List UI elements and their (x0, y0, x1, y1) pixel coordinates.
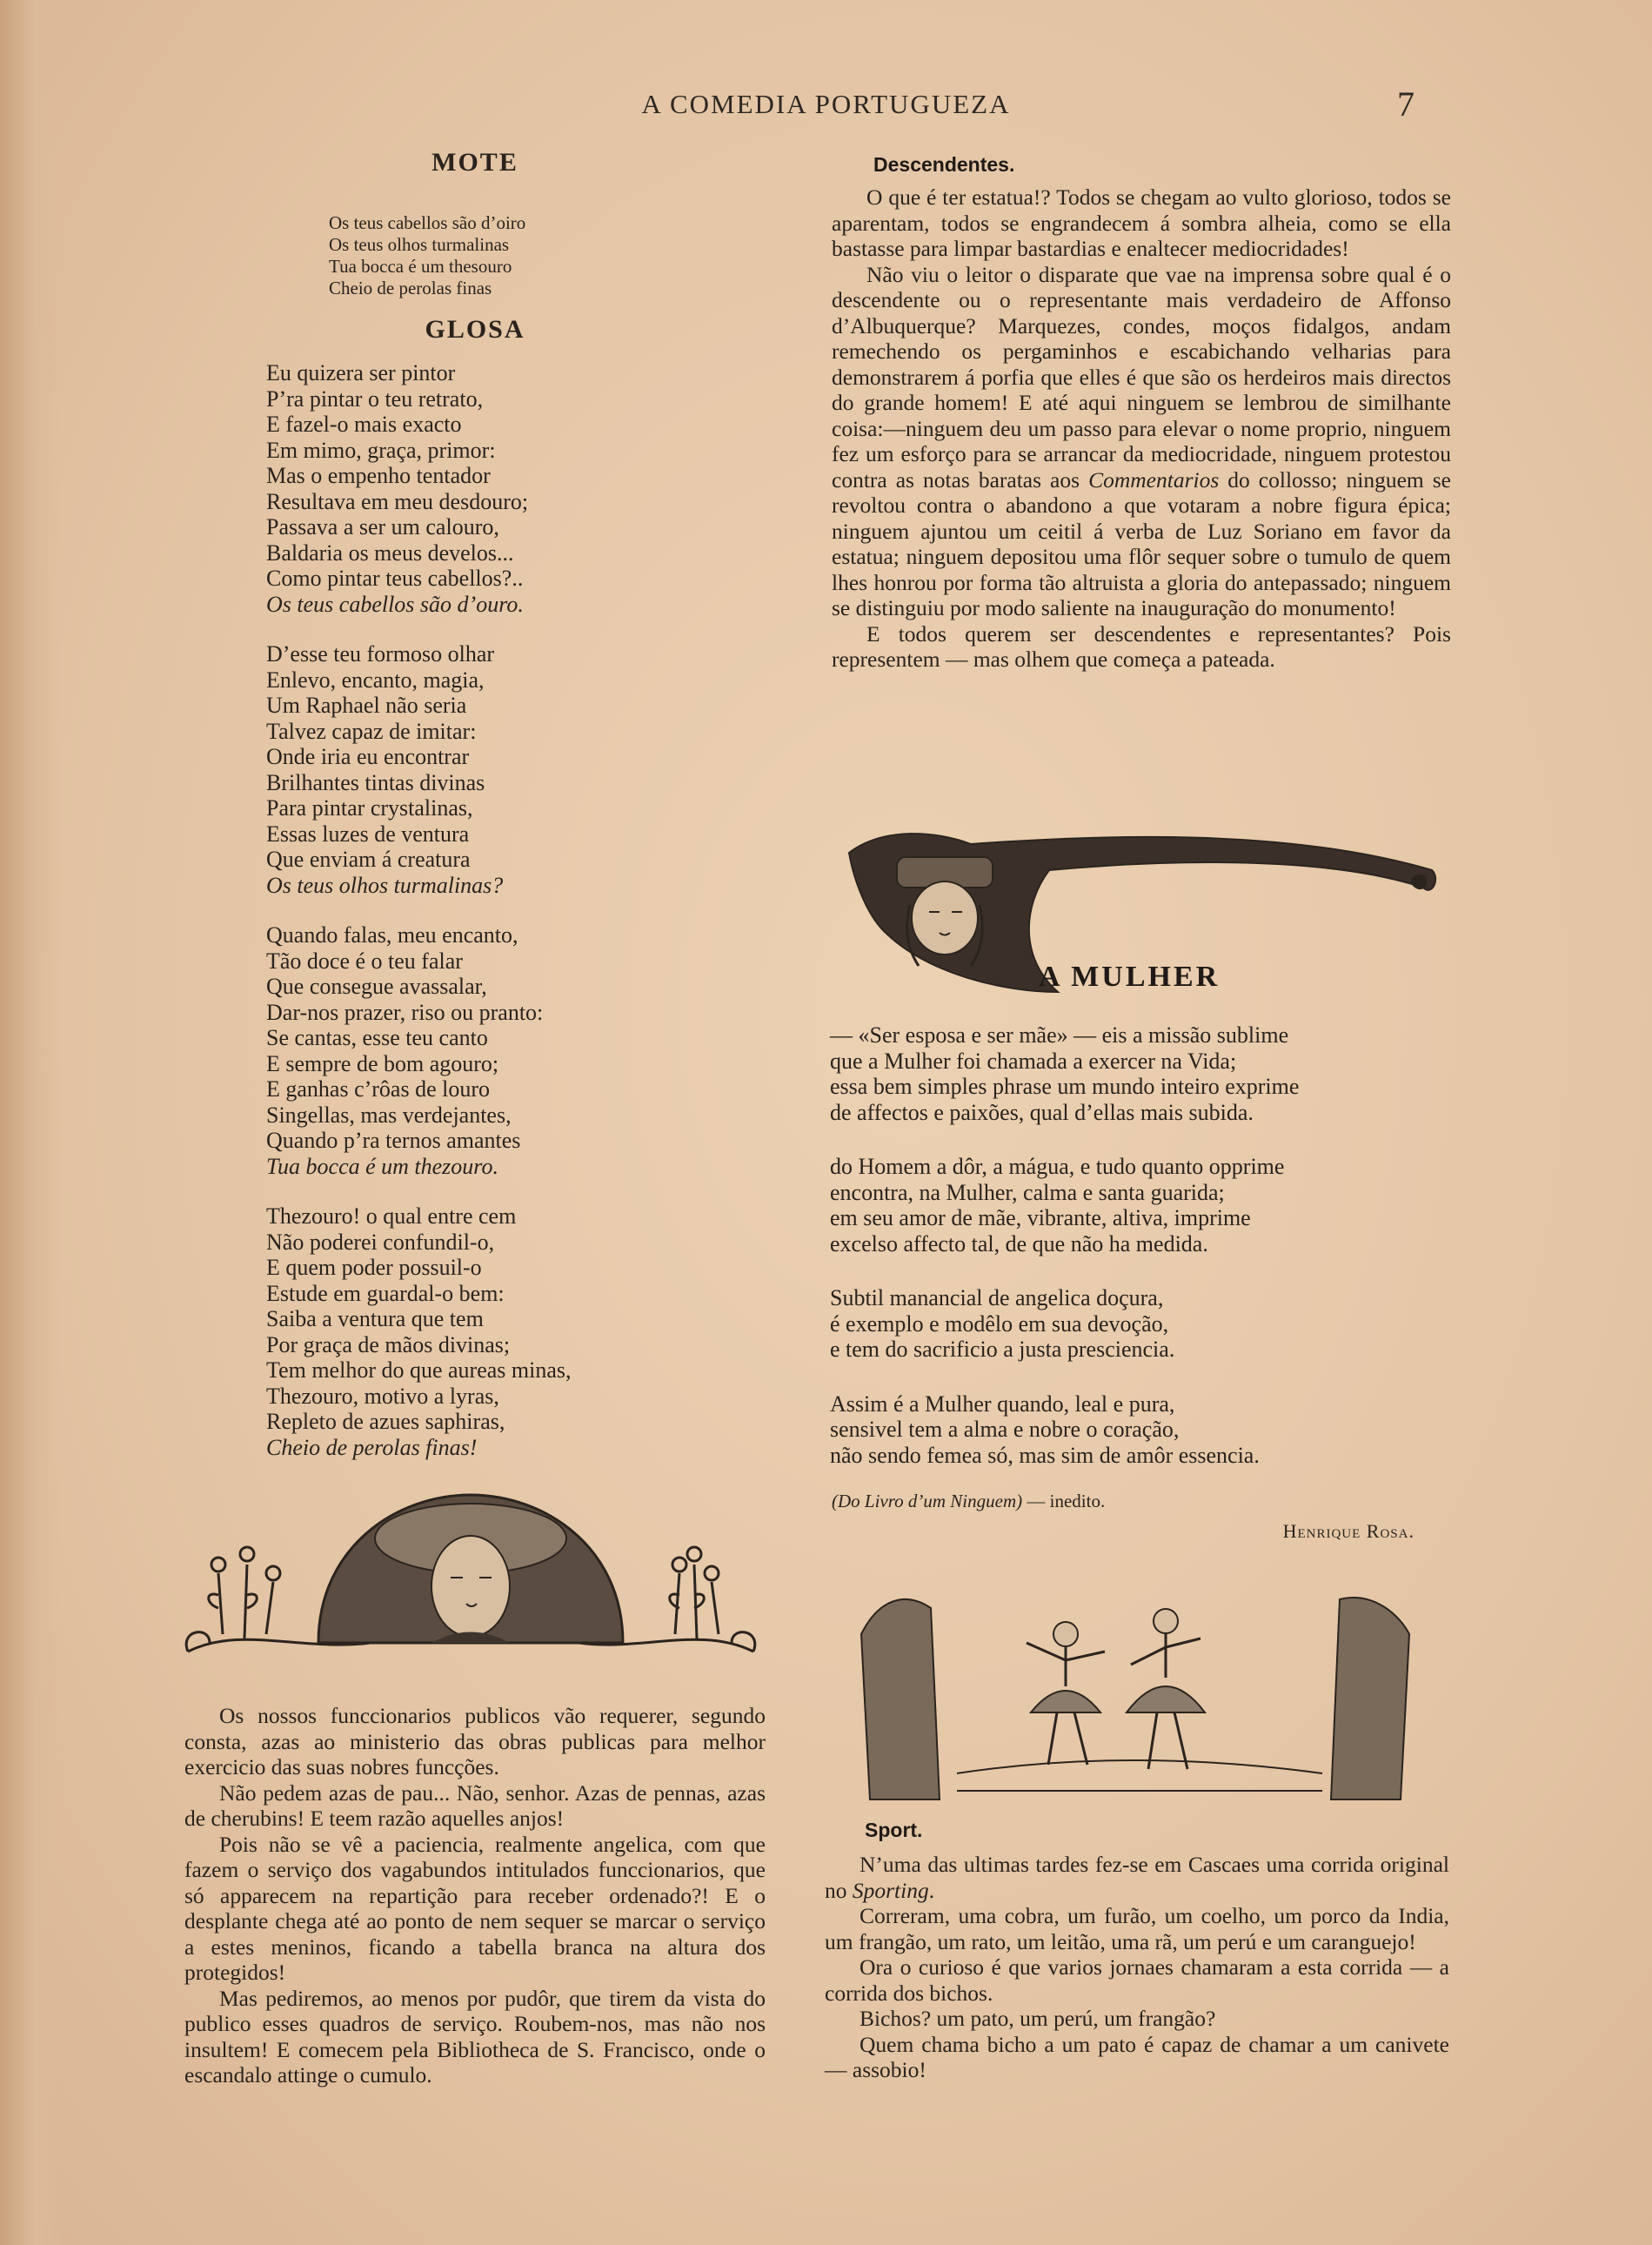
verse-line: Mas o empenho tentador (266, 463, 491, 488)
verse-line: D’esse teu formoso olhar (266, 641, 495, 667)
verse-line: Enlevo, encanto, magia, (266, 667, 485, 693)
verse-line: E sempre de bom agouro; (266, 1050, 499, 1076)
verse-line: Não poderei confundil-o, (266, 1229, 495, 1255)
verse-line: Como pintar teus cabellos?.. (266, 566, 524, 591)
verse-line: E fazel-o mais exacto (266, 412, 462, 437)
verse-line: Brilhantes tintas divinas (266, 769, 485, 795)
verse-line: Que consegue avassalar, (266, 974, 487, 999)
verse-line: Quando falas, meu encanto, (266, 922, 518, 948)
verse-refrain: Tua bocca é um thezouro. (266, 1153, 498, 1179)
verse-line: Saiba a ventura que tem (266, 1306, 484, 1331)
article-paragraph: Mas pediremos, ao menos por pudôr, que tirem da vista do publico esses quadros de serviço. Roubem-nos, mas não nos insultem! E comecem pela Bibliotheca de S. Francisco, onde o escandalo attinge o cumulo. (184, 1985, 766, 2088)
dancer-left (1027, 1622, 1105, 1765)
verse-line: Eu quizera ser pintor (266, 360, 456, 385)
mote-title: MOTE (431, 148, 518, 177)
sonnet-line: essa bem simples phrase um mundo inteiro exprime (830, 1074, 1300, 1099)
verse-line: Quando p’ra ternos amantes (266, 1128, 521, 1153)
verse-line: Repleto de azues saphiras, (266, 1409, 505, 1434)
verse-refrain: Os teus olhos turmalinas? (266, 872, 504, 898)
article-paragraph: Correram, uma cobra, um furão, um coelho, um porco da India, um frangão, um rato, um leitão, uma rã, um perú e um caranguejo! (825, 1903, 1449, 1954)
sonnet-line: é exemplo e modêlo em sua devoção, (830, 1310, 1169, 1337)
source-note: (Do Livro d’um Ninguem) — inedito. (832, 1491, 1106, 1511)
mote-line: Cheio de perolas finas (329, 278, 492, 298)
glosa-stanza-3 (266, 922, 779, 1179)
mote-line: Tua bocca é um thesouro (329, 256, 512, 277)
verse-refrain: Os teus cabellos são d’ouro. (266, 591, 524, 617)
verse-line: Talvez capaz de imitar: (266, 718, 477, 744)
sonnet-line: Assim é a Mulher quando, leal e pura, (830, 1391, 1175, 1417)
article-paragraph: Pois não se vê a paciencia, realmente angelica, com que fazem o serviço dos vagabundos intitulados funccionarios, que só apparecem na repartição para receber ordenado?! E o desplante chega até ao ponto de nem sequer se marcar o serviço a estes meninos, ficando a tabella branca na altura dos protegidos! (184, 1831, 766, 1985)
verse-line: Para pintar crystalinas, (266, 795, 473, 821)
article-paragraph: Ora o curioso é que varios jornaes chamaram a esta corrida — a corrida dos bichos. (825, 1954, 1449, 2006)
sonnet-line: em seu amor de mãe, vibrante, altiva, imprime (830, 1205, 1251, 1230)
dancers-scene (853, 1582, 1418, 1810)
article-paragraph: Quem chama bicho a um pato é capaz de chamar a um canivete — assobio! (825, 2031, 1449, 2082)
verse-line: E ganhas c’rôas de louro (266, 1076, 491, 1102)
sonnet-line: não sendo femea só, mas sim de amôr essencia. (830, 1442, 1260, 1468)
verse-line: Dar-nos prazer, riso ou pranto: (266, 999, 544, 1025)
mote-line: Os teus cabellos são d’oiro (329, 212, 526, 233)
page-fold-shadow (0, 0, 61, 2245)
verse-line: Tem melhor do que aureas minas, (266, 1357, 572, 1383)
running-title: A COMEDIA PORTUGUEZA (641, 89, 1011, 119)
verse-line: P’ra pintar o teu retrato, (266, 385, 484, 412)
verse-line: Que enviam á creatura (266, 847, 471, 872)
verse-line: Tão doce é o teu falar (266, 948, 463, 974)
verse-line: Essas luzes de ventura (266, 821, 470, 847)
glosa-stanza-4 (266, 1203, 779, 1460)
flower-cluster-left (209, 1547, 280, 1639)
verse-line: Baldaria os meus develos... (266, 539, 514, 566)
woman-in-hat-vignette (171, 1478, 771, 1695)
author-signature: Henrique Rosa. (1282, 1519, 1415, 1542)
verse-refrain: Cheio de perolas finas! (266, 1434, 478, 1460)
verse-line: Resultava em meu desdouro; (266, 488, 529, 514)
sonnet-line: encontra, na Mulher, calma e santa guarida; (830, 1179, 1225, 1205)
glosa-stanza-1 (266, 360, 779, 617)
dancer-right (1127, 1609, 1205, 1769)
verse-line: Estude em guardal-o bem: (266, 1280, 505, 1306)
article-paragraph: Não pedem azas de pau... Não, senhor. Azas de pennas, azas de cherubins! E teem razão aquelles anjos! (184, 1779, 766, 1831)
flower-cluster-right (670, 1547, 719, 1639)
banner-title: A MULHER (1039, 961, 1221, 993)
a-mulher-sonnet (830, 1022, 1449, 1544)
glosa-stanza-2 (266, 641, 779, 898)
glosa-title: GLOSA (425, 315, 525, 344)
sport-article (825, 1852, 1449, 2083)
article-paragraph: E todos querem ser descendentes e representantes? Pois representem — mas olhem que começa a pateada. (832, 620, 1451, 672)
mote-line: Os teus olhos turmalinas (329, 234, 510, 255)
sonnet-line: — «Ser esposa e ser mãe» — eis a missão sublime (830, 1022, 1289, 1048)
article-paragraph: Não viu o leitor o disparate que vae na imprensa sobre qual é o descendente ou o representante mais verdadeiro de Affonso d’Albuquerque? Marquezes, condes, moços fidalgos, andam remechendo os pergaminhos e escabichando velharias para demonstrarem á porfia que elles é que são os herdeiros mais directos do grande homem! E até aqui ninguem se lembrou de similhante coisa:—ninguem deu um passo para elevar o nome proprio, ninguem fez um esforço para se arrancar da mediocridade, ninguem protestou contra as notas baratas aos Commentarios do collosso; ninguem se revoltou contra o abandono a que votaram a nobre figura épica; ninguem ajuntou um ceitil á verba de Luz Soriano em favor da estatua; ninguem depositou uma flôr sequer sobre o tumulo de quem lhes honrou por forma tão altruista a gloria do antepassado; ninguem se distinguiu por modo saliente na inauguração do monumento! (832, 261, 1451, 620)
sonnet-line: que a Mulher foi chamada a exercer na Vida; (830, 1048, 1237, 1074)
sonnet-line: do Homem a dôr, a mágua, e tudo quanto opprime (830, 1154, 1285, 1179)
verse-line: Singellas, mas verdejantes, (266, 1102, 512, 1128)
sonnet-line: e tem do sacrificio a justa presciencia. (830, 1337, 1175, 1362)
funccionarios-article (184, 1703, 766, 2088)
verse-line: Passava a ser um calouro, (266, 514, 499, 539)
article-paragraph: Bichos? um pato, um perú, um frangão? (859, 2006, 1216, 2031)
a-mulher-banner (832, 818, 1451, 1009)
descendentes-article (832, 184, 1451, 673)
mote-verses (329, 212, 779, 299)
sport-heading: Sport. (865, 1819, 923, 1841)
verse-line: Onde iria eu encontrar (266, 744, 470, 769)
verse-line: Um Raphael não seria (266, 693, 467, 718)
descendentes-heading: Descendentes. (873, 153, 1015, 176)
page-number: 7 (1397, 84, 1415, 124)
verse-line: Se cantas, esse teu canto (266, 1025, 488, 1050)
poem-column (171, 148, 779, 1460)
article-paragraph: Os nossos funccionarios publicos vão requerer, segundo consta, azas ao ministerio das obras publicas para melhor exercicio das suas nobres funcções. (184, 1703, 766, 1779)
verse-line: Em mimo, graça, primor: (266, 437, 496, 463)
sonnet-line: de affectos e paixões, qual d’ellas mais subida. (830, 1099, 1254, 1125)
verse-line: Thezouro, motivo a lyras, (266, 1383, 499, 1409)
article-paragraph: O que é ter estatua!? Todos se chegam ao vulto glorioso, todos se aparentam, todos se engrandecem á sombra alheia, como se ella bastasse para limpar bastardias e enaltecer mediocridades! (832, 184, 1451, 261)
verse-line: Por graça de mãos divinas; (266, 1331, 511, 1357)
sonnet-line: excelso affecto tal, de que não ha medida. (830, 1230, 1208, 1257)
sonnet-line: Subtil manancial de angelica doçura, (830, 1285, 1164, 1310)
verse-line: Thezouro! o qual entre cem (266, 1203, 517, 1229)
verse-line: E quem poder possuil-o (266, 1255, 482, 1280)
sonnet-line: sensivel tem a alma e nobre o coração, (830, 1417, 1180, 1442)
article-paragraph: N’uma das ultimas tardes fez-se em Cascaes uma corrida original no Sporting. (825, 1852, 1449, 1903)
